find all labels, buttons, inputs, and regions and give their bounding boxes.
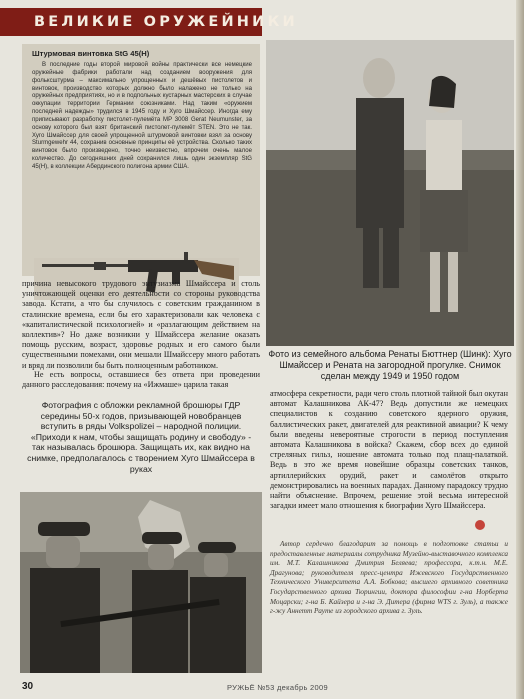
family-photo-caption: Фото из семейного альбома Ренаты Бюттнер (Шинк): Хуго Шмайссер и Рената на загородной прогулке. Снимок сделан между 1949 и 1950 годом [268, 349, 512, 382]
sidebar-title: Штурмовая винтовка StG 45(H) [32, 49, 150, 58]
page-edge [516, 0, 524, 699]
left-body-text: причина невысокого трудового энтузиазма Шмайссера и столь уничтожающей оценки его деятельности со стороны руководства завода. Кстати, а что бы случилось с советским гражданином в сталинские времена, если бы его характеризовали как человека с «капиталистической психологией» и «разлагающим действием на коллектив»? Но даже возникни у Шмайссера желание оказать помощь русским, возраст, здоровье родных и его самого были существенными помехами, они мешали Шмайссеру много работать и вряд ли позволили бы быть полноценным работником. [22, 279, 260, 370]
section-title: ВЕЛИКИЕ ОРУЖЕЙНИКИ [0, 8, 262, 36]
brochure-caption: Фотография с обложки рекламной брошюры ГДР середины 50-х годов, призывающей новобранцев вступить в ряды Volkspolizei – народной полиции. «Приходи к нам, чтобы защищать родину и свободу» - так называлась брошюра. Защищать их, как видно на снимке, предполагалось с творением Хуго Шмайссера в руках [27, 400, 255, 474]
sidebar-text: В последние годы второй мировой войны практически все немецкие оружейные фабрики работали над созданием вооружения для фольксштурма – максимально упрощенных и дешёвых пистолетов и винтовок, производство которых должно было налажено не только на оружейных предприятиях, но и в подпольных кустарных мастерских в случае оккупации территории Германии союзниками. Над таким «оружием последней надежды» трудился в 1945 году и Хуго Шмайссер. Иногда ему приписывают разработку пистолет-пулемёта MP 3008 Gerat Neumunster, за основу которого был взят британский пистолет-пулемёт STEN. Это не так. Хуго Шмайссер для своей упрощенной штурмовой винтовки взял за основу Sturmgewehr 44, сохранив основные принципы её устройства. Сколько таких винтовок было произведено, точно неизвестно, впрочем очень малое количество. До сегодняшних дней сохранился лишь один экземпляр StG 45(H), в коллекции Абердинского полигона армии США. [32, 62, 252, 170]
page-number: 30 [22, 681, 34, 692]
acknowledgement-text: Автор сердечно благодарит за помощь в подготовке статьи и предоставленные материалы сотрудника Музейно-выставочного комплекса им. М.Т. Калашникова Дмитрия Беляева; профессора, к.т.н. М.Е. Драгунова; руководителя пресс-центра Ижевского Государственного Технического Университета А.А. Бобкова; высшего архивного советника Государственного архива Тюрингии, доктора философии г-на Норберта Моцарски; г-на Б. Кайзера и г-на Э. Дитера (фирма WTS г. Зуль), а также г-жу Аннетт Рауте из городского архива г. Зуль. [270, 540, 508, 616]
magazine-footer: РУЖЬЁ №53 декабрь 2009 [227, 683, 328, 692]
sidebar-box [22, 44, 260, 276]
soldiers-photo [20, 492, 262, 673]
right-body-text: атмосфера секретности, ради чего столь плотной тайной был окутан автомат Калашникова АК-47? Ведь допустили же немецких специалистов к созданию советского ядерного оружия, баллистических ракет, двигателей для реактивной авиации? К чему были введены невероятные строгости в период поступления автомата Калашникова в войска? Скажем, сбор всех до единой стреляных гильз, ношение автомата только под плащ-палаткой. Ведь в это же время новейшие образцы советских танков, артиллерийских орудий, ракет и самолётов открыто демонстрировались на военных парадах. Данному парадоксу трудно найти объяснение. Впрочем, решение этой весьма интересной загадки имеет мало отношения к биографии Хуго Шмайссера. [270, 389, 508, 511]
family-photo [266, 40, 514, 346]
left-body-text-2: Не есть вопросы, оставшиеся без ответа при проведении данного расследования: почему на «Ижмаше» царила такая [22, 370, 260, 390]
accent-dot [475, 520, 485, 530]
